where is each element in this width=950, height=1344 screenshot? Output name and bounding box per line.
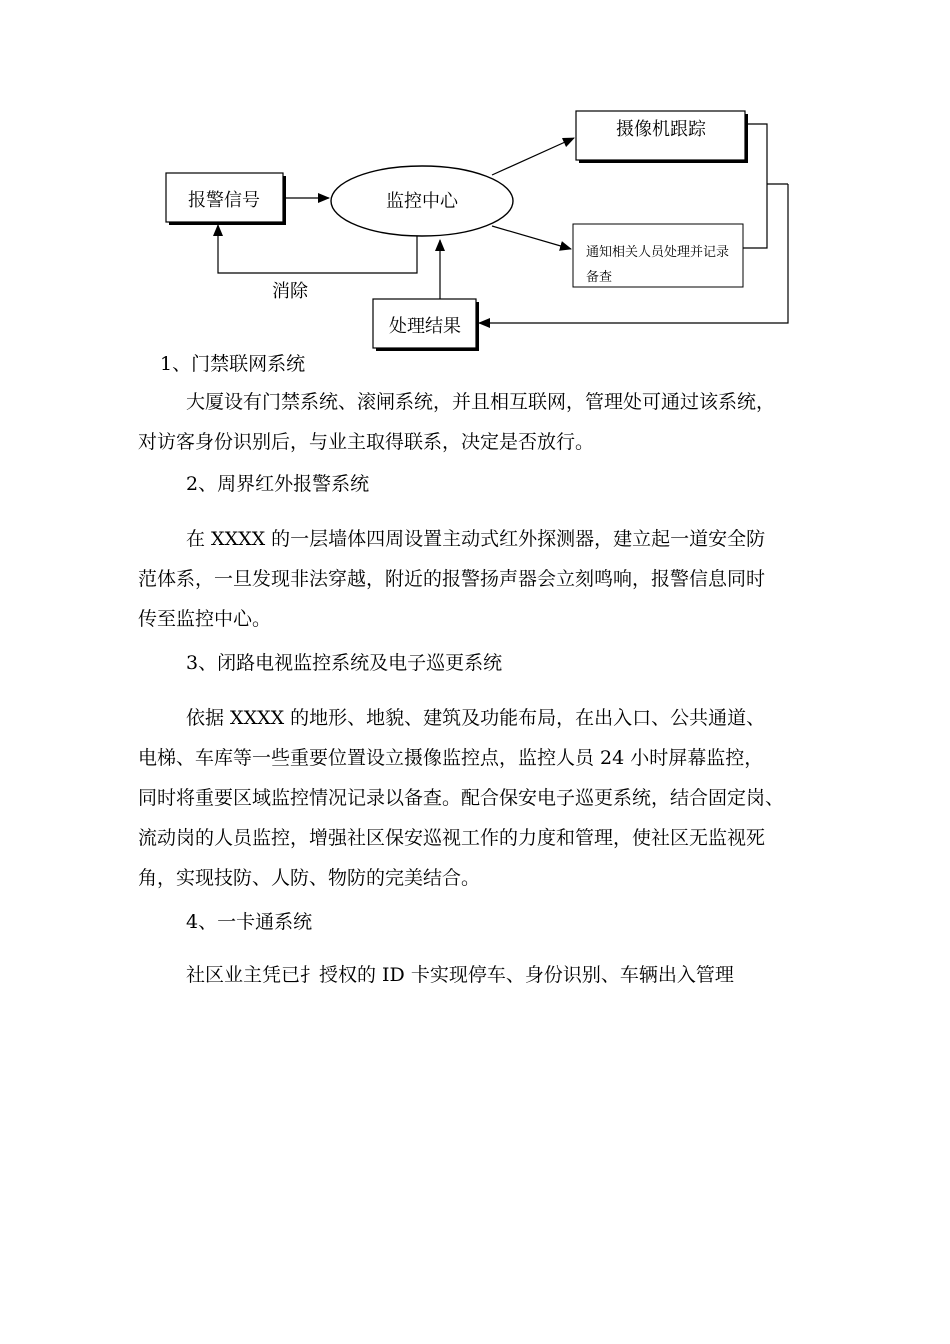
paragraph-line: 传至监控中心。 bbox=[138, 608, 272, 630]
clear-label: 消除 bbox=[272, 281, 308, 302]
paragraph-line: 流动岗的人员监控，增强社区保安巡视工作的力度和管理，使社区无监视死 bbox=[138, 827, 766, 849]
paragraph-line: 同时将重要区域监控情况记录以备查。配合保安电子巡更系统，结合固定岗、 bbox=[138, 787, 785, 809]
center-to-notify-arrow bbox=[492, 226, 571, 249]
paragraph-line: 依据 XXXX 的地形、地貌、建筑及功能布局，在出入口、公共通道、 bbox=[186, 707, 766, 729]
flow-diagram bbox=[0, 0, 950, 360]
result-label: 处理结果 bbox=[389, 316, 461, 337]
monitor-center-label: 监控中心 bbox=[386, 191, 458, 212]
paragraph-line: 范体系，一旦发现非法穿越，附近的报警扬声器会立刻鸣响，报警信息同时 bbox=[138, 568, 766, 590]
camera-tracking-label: 摄像机跟踪 bbox=[616, 119, 706, 140]
paragraph-line: 大厦设有门禁系统、滚闸系统，并且相互联网，管理处可通过该系统， bbox=[186, 391, 776, 413]
notify-label-line2: 备查 bbox=[586, 270, 613, 285]
heading-perimeter-infrared: 2、周界红外报警系统 bbox=[186, 473, 370, 495]
paragraph-line: 社区业主凭已扌授权的 ID 卡实现停车、身份识别、车辆出入管理 bbox=[186, 964, 734, 986]
paragraph-line: 电梯、车库等一些重要位置设立摄像监控点，监控人员 24 小时屏幕监控， bbox=[138, 747, 764, 769]
paragraph-line: 在 XXXX 的一层墙体四周设置主动式红外探测器，建立起一道安全防 bbox=[186, 528, 766, 550]
heading-one-card: 4、一卡通系统 bbox=[186, 911, 313, 933]
center-to-camera-arrow bbox=[492, 138, 574, 175]
notify-label-line1: 通知相关人员处理并记录 bbox=[586, 245, 730, 260]
heading-access-control: 1、门禁联网系统 bbox=[160, 353, 306, 375]
paragraph-line: 对访客身份识别后，与业主取得联系，决定是否放行。 bbox=[138, 431, 595, 453]
paragraph-line: 角，实现技防、人防、物防的完美结合。 bbox=[138, 867, 481, 889]
heading-cctv-patrol: 3、闭路电视监控系统及电子巡更系统 bbox=[186, 652, 503, 674]
alarm-signal-label: 报警信号 bbox=[188, 190, 260, 211]
